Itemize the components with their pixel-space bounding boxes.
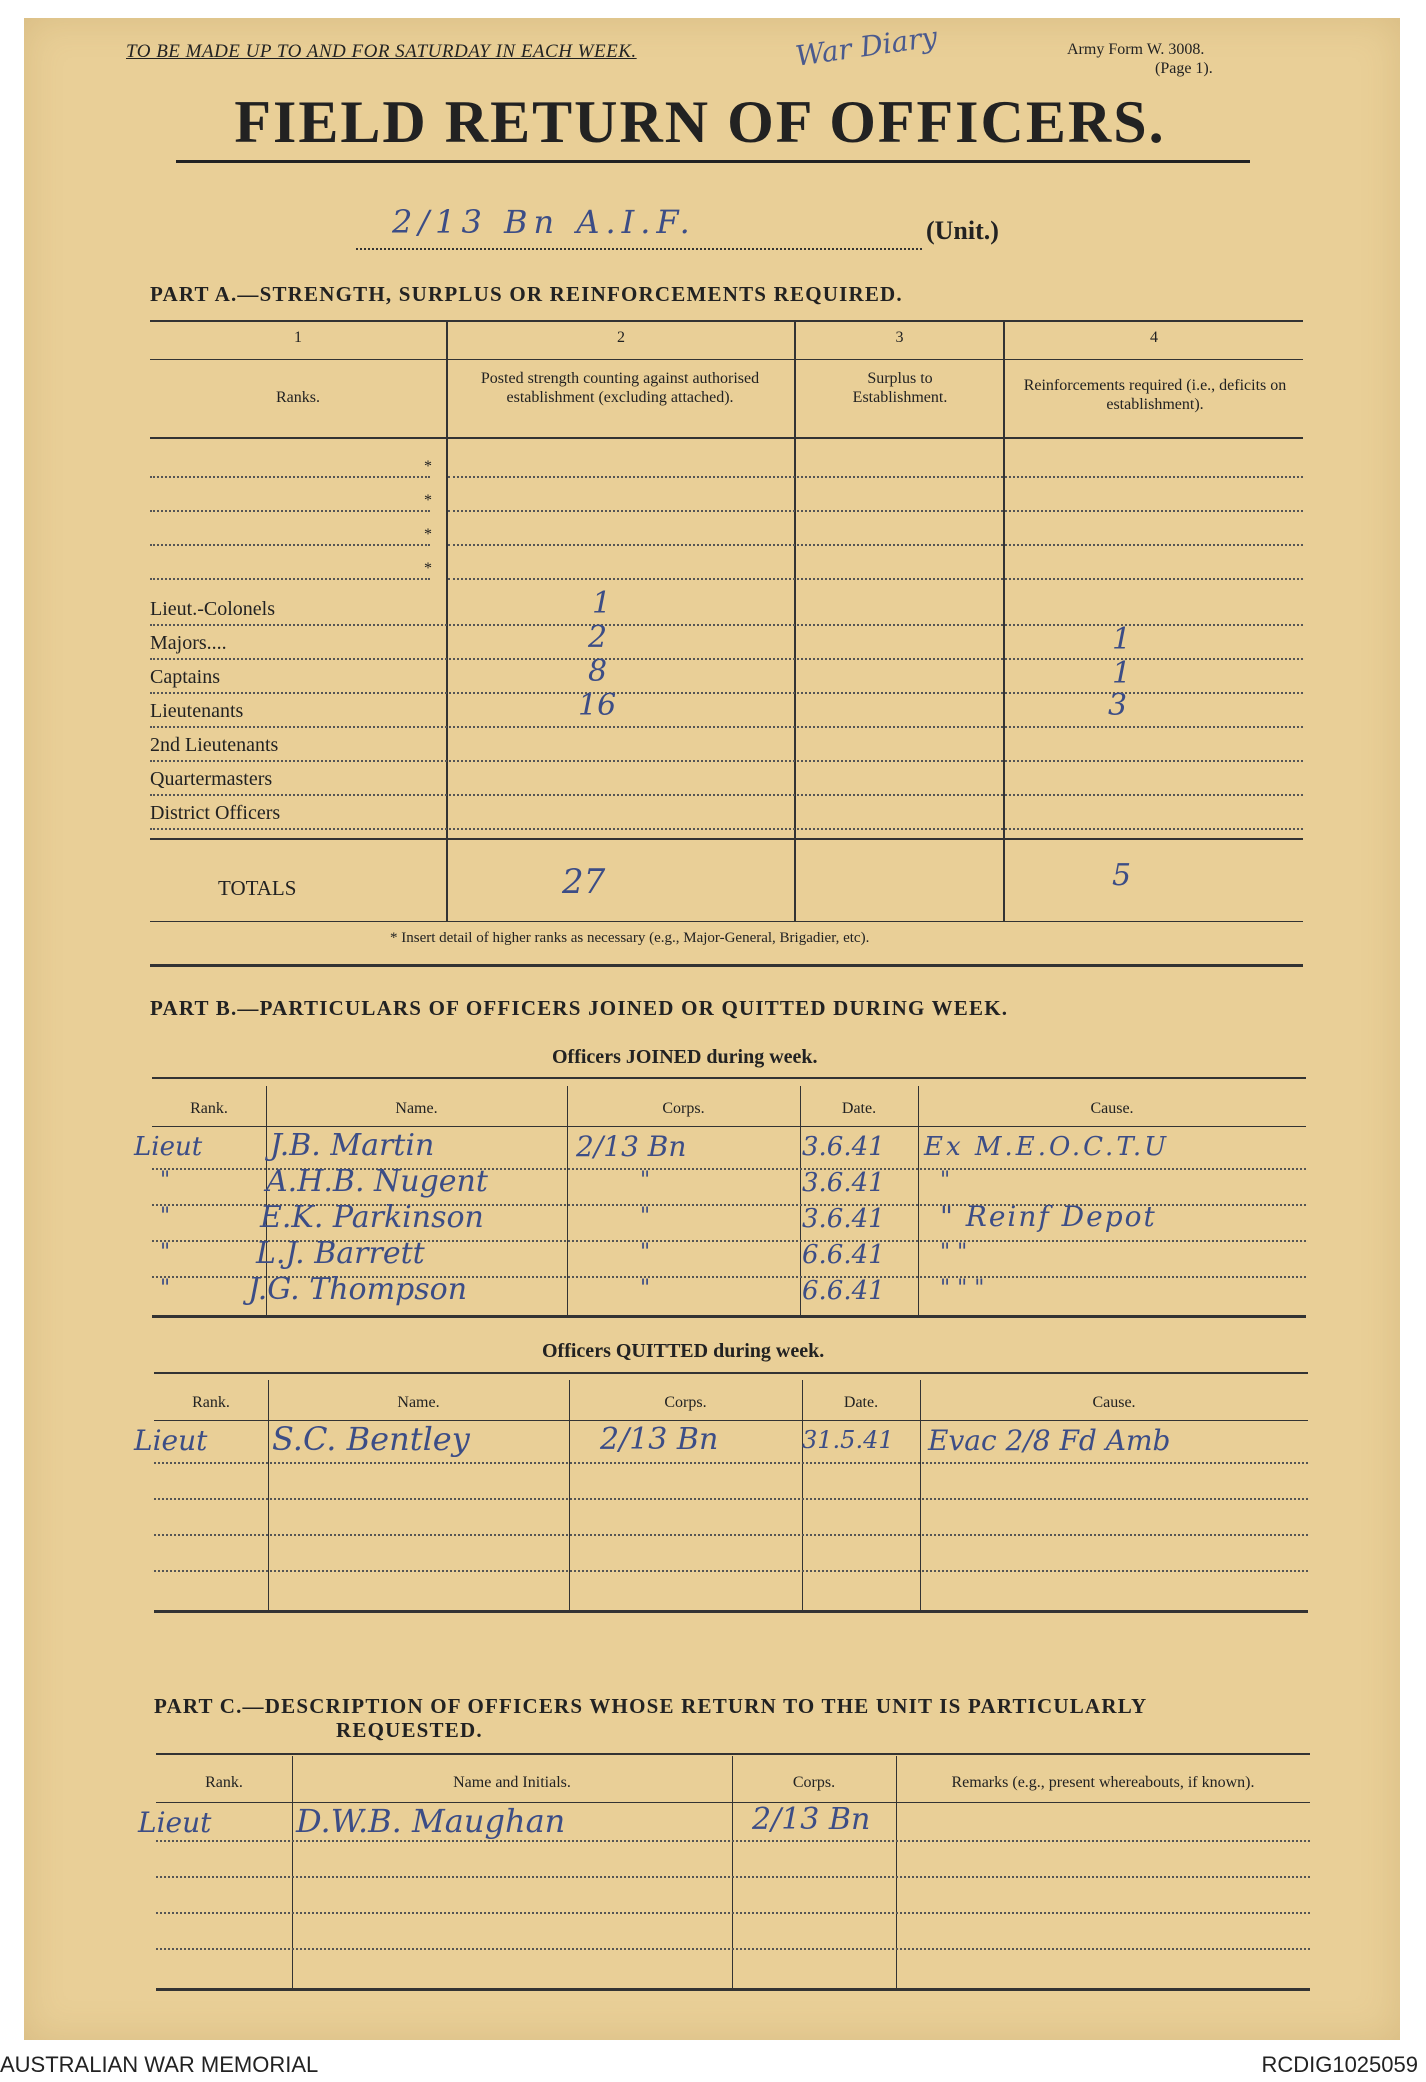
totals-reinf: 5: [1112, 858, 1132, 893]
quitted-header-name: Name.: [397, 1394, 440, 1411]
quitted-header-rank: Rank.: [192, 1394, 230, 1411]
joined-header-name: Name.: [395, 1100, 438, 1117]
posted-lieutenants: 16: [578, 688, 617, 723]
col-header-ranks: Ranks.: [276, 389, 320, 406]
rank-quartermasters: Quartermasters: [150, 768, 273, 790]
joined-title: Officers JOINED during week.: [552, 1046, 818, 1068]
posted-majors: 2: [588, 620, 608, 655]
top-instruction: TO BE MADE UP TO AND FOR SATURDAY IN EACH WEEK.: [126, 41, 637, 62]
posted-lieut-colonels: 1: [592, 586, 612, 621]
rank-lieutenants: Lieutenants: [150, 700, 244, 722]
unit-label: (Unit.): [926, 216, 999, 245]
reinf-lieutenants: 3: [1108, 688, 1128, 723]
form-id: [1067, 40, 1213, 78]
rank-2nd-lieutenants: 2nd Lieutenants: [150, 734, 279, 756]
part-a-title: PART A.—STRENGTH, SURPLUS OR REINFORCEMENTS REQUIRED.: [150, 282, 903, 306]
col-number-1: 1: [294, 329, 302, 346]
part-c-header-name: Name and Initials.: [453, 1774, 571, 1791]
form-title: FIELD RETURN OF OFFICERS.: [234, 89, 1166, 155]
unit-value: 2/13 Bn A.I.F.: [392, 203, 696, 241]
handwritten-note: War Diary: [793, 20, 940, 73]
quitted-header-date: Date.: [843, 1394, 879, 1411]
part-c-header-remarks: Remarks (e.g., present whereabouts, if known).: [951, 1774, 1255, 1791]
rank-majors: Majors....: [150, 632, 227, 654]
col-header-surplus: Surplus to Establishment.: [852, 370, 948, 406]
part-c-header-rank: Rank.: [205, 1774, 243, 1791]
form-id-line2: (Page 1).: [1155, 60, 1213, 77]
reinf-captains: 1: [1112, 656, 1132, 691]
rank-district-officers: District Officers: [150, 802, 281, 824]
part-b-title: PART B.—PARTICULARS OF OFFICERS JOINED OR QUITTED DURING WEEK.: [150, 996, 1009, 1020]
joined-header-corps: Corps.: [662, 1100, 705, 1117]
title-underline: [176, 160, 1250, 163]
part-a-footnote: * Insert detail of higher ranks as necessary (e.g., Major-General, Brigadier, etc).: [390, 930, 870, 946]
col-number-3: 3: [895, 329, 904, 346]
col-number-2: 2: [617, 329, 625, 346]
part-c-title-line1: PART C.—DESCRIPTION OF OFFICERS WHOSE RETURN TO THE UNIT IS PARTICULARLY: [154, 1694, 1148, 1718]
totals-label: TOTALS: [218, 876, 297, 900]
rank-lieut-colonels: Lieut.-Colonels: [150, 598, 275, 620]
part-c-title-line2: REQUESTED.: [336, 1718, 483, 1742]
joined-header-date: Date.: [841, 1100, 877, 1117]
col-number-4: 4: [1150, 329, 1158, 346]
joined-header-cause: Cause.: [1090, 1100, 1134, 1117]
quitted-header-cause: Cause.: [1092, 1394, 1136, 1411]
reinf-majors: 1: [1112, 622, 1132, 657]
totals-posted: 27: [562, 862, 606, 902]
footer-source: AUSTRALIAN WAR MEMORIAL: [0, 2052, 319, 2077]
rank-captains: Captains: [150, 666, 220, 688]
part-c-header-corps: Corps.: [792, 1774, 836, 1791]
posted-captains: 8: [588, 654, 608, 689]
col-header-reinforcements: Reinforcements required (i.e., deficits on establishment).: [1023, 377, 1287, 413]
quitted-header-corps: Corps.: [664, 1394, 707, 1411]
joined-header-rank: Rank.: [190, 1100, 228, 1117]
footer-id: RCDIG1025059: [1261, 2052, 1418, 2077]
col-header-posted: Posted strength counting against authorised establishment (excluding attached).: [480, 370, 760, 406]
form-id-line1: Army Form W. 3008.: [1067, 41, 1205, 58]
quitted-title: Officers QUITTED during week.: [542, 1340, 825, 1362]
